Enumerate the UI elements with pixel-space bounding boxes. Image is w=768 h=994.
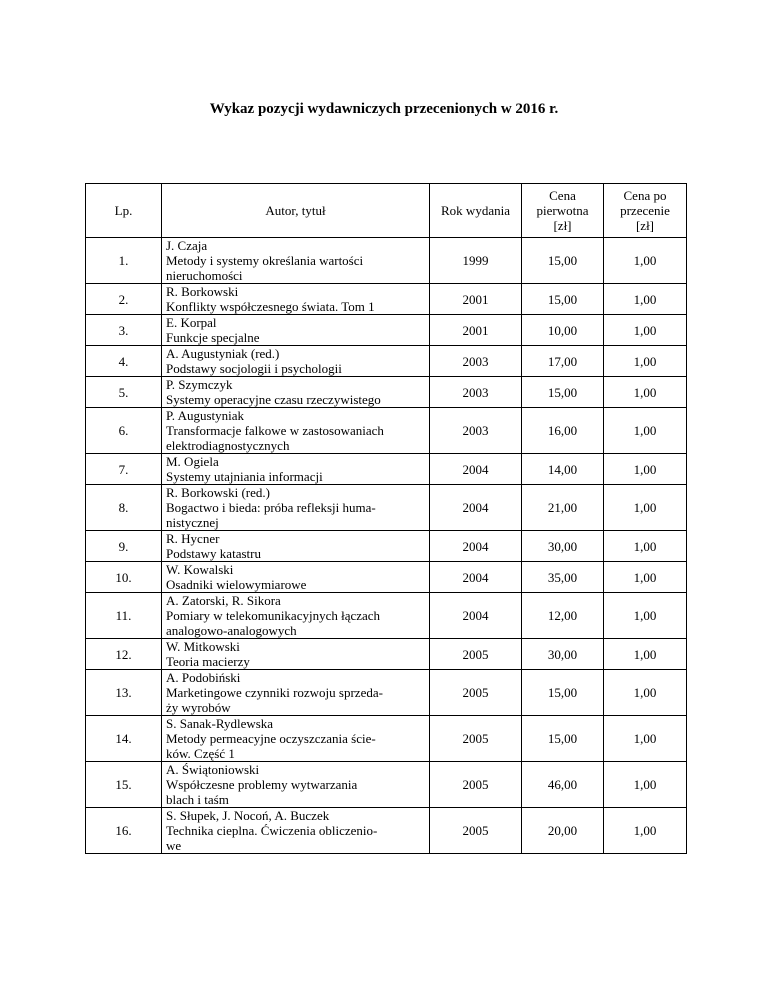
row-author: R. Borkowski (red.) xyxy=(166,485,270,500)
row-price-new: 1,00 xyxy=(604,562,687,593)
table-header-row xyxy=(86,184,687,238)
row-title-line: Funkcje specjalne xyxy=(166,330,260,345)
header-price-original-line: Cena xyxy=(549,188,576,203)
row-author-title xyxy=(162,238,430,284)
table-row xyxy=(86,377,687,408)
row-price-original: 20,00 xyxy=(522,808,604,854)
row-year: 2003 xyxy=(430,377,522,408)
row-price-new: 1,00 xyxy=(604,762,687,808)
table-row xyxy=(86,454,687,485)
row-price-new: 1,00 xyxy=(604,485,687,531)
row-year: 2004 xyxy=(430,562,522,593)
table-row xyxy=(86,670,687,716)
row-year: 2004 xyxy=(430,531,522,562)
row-price-original: 14,00 xyxy=(522,454,604,485)
row-author: A. Zatorski, R. Sikora xyxy=(166,593,281,608)
row-lp: 11. xyxy=(86,593,162,639)
row-title-line: Teoria macierzy xyxy=(166,654,250,669)
row-price-new: 1,00 xyxy=(604,670,687,716)
row-lp: 4. xyxy=(86,346,162,377)
table-row xyxy=(86,238,687,284)
row-price-original: 46,00 xyxy=(522,762,604,808)
table-row xyxy=(86,284,687,315)
row-author-title xyxy=(162,562,430,593)
row-title-line: we xyxy=(166,838,182,853)
row-title-line: elektrodiagnostycznych xyxy=(166,438,290,453)
row-author: A. Augustyniak (red.) xyxy=(166,346,280,361)
header-price-original-line: pierwotna xyxy=(536,203,589,218)
row-year: 2001 xyxy=(430,284,522,315)
row-year: 2003 xyxy=(430,408,522,454)
row-price-new: 1,00 xyxy=(604,531,687,562)
row-author: P. Szymczyk xyxy=(166,377,233,392)
row-title-line: Osadniki wielowymiarowe xyxy=(166,577,307,592)
header-price-new-line: [zł] xyxy=(635,218,655,233)
table-row xyxy=(86,315,687,346)
row-price-original: 15,00 xyxy=(522,284,604,315)
row-author: J. Czaja xyxy=(166,238,208,253)
row-title-line: nistycznej xyxy=(166,515,219,530)
row-author-title xyxy=(162,408,430,454)
row-author-title xyxy=(162,808,430,854)
row-author-title xyxy=(162,485,430,531)
table-row xyxy=(86,562,687,593)
row-year: 2005 xyxy=(430,762,522,808)
row-price-new: 1,00 xyxy=(604,808,687,854)
row-price-original: 21,00 xyxy=(522,485,604,531)
header-price-new-line: przecenie xyxy=(620,203,670,218)
price-table xyxy=(85,183,687,854)
table-row xyxy=(86,639,687,670)
header-year: Rok wydania xyxy=(430,184,522,238)
row-title-line: Marketingowe czynniki rozwoju sprzeda- xyxy=(166,685,383,700)
row-lp: 13. xyxy=(86,670,162,716)
row-title-line: analogowo-analogowych xyxy=(166,623,297,638)
row-price-original: 15,00 xyxy=(522,238,604,284)
row-title-line: nieruchomości xyxy=(166,268,243,283)
row-price-original: 15,00 xyxy=(522,716,604,762)
row-author-title xyxy=(162,315,430,346)
row-title-line: blach i taśm xyxy=(166,792,229,807)
row-author: A. Podobiński xyxy=(166,670,241,685)
table-row xyxy=(86,808,687,854)
row-year: 2005 xyxy=(430,639,522,670)
row-price-new: 1,00 xyxy=(604,315,687,346)
header-price-new-line: Cena po xyxy=(623,188,667,203)
header-lp: Lp. xyxy=(86,184,162,238)
row-title-line: ży wyrobów xyxy=(166,700,231,715)
row-price-original: 17,00 xyxy=(522,346,604,377)
row-year: 2005 xyxy=(430,670,522,716)
row-price-new: 1,00 xyxy=(604,377,687,408)
row-lp: 1. xyxy=(86,238,162,284)
row-author: A. Świątoniowski xyxy=(166,762,260,777)
row-author-title xyxy=(162,593,430,639)
row-year: 2001 xyxy=(430,315,522,346)
row-author-title xyxy=(162,454,430,485)
table-row xyxy=(86,408,687,454)
header-author-title: Autor, tytuł xyxy=(162,184,430,238)
header-price-original xyxy=(522,184,604,238)
row-title-line: ków. Część 1 xyxy=(166,746,235,761)
row-lp: 9. xyxy=(86,531,162,562)
row-title-line: Systemy operacyjne czasu rzeczywistego xyxy=(166,392,381,407)
row-year: 2004 xyxy=(430,593,522,639)
row-price-new: 1,00 xyxy=(604,408,687,454)
row-price-original: 30,00 xyxy=(522,639,604,670)
row-title-line: Konflikty współczesnego świata. Tom 1 xyxy=(166,299,375,314)
row-year: 2003 xyxy=(430,346,522,377)
row-price-original: 30,00 xyxy=(522,531,604,562)
row-price-new: 1,00 xyxy=(604,716,687,762)
row-title-line: Technika cieplna. Ćwiczenia obliczenio- xyxy=(166,823,378,838)
row-author: P. Augustyniak xyxy=(166,408,245,423)
row-author: R. Hycner xyxy=(166,531,220,546)
row-lp: 8. xyxy=(86,485,162,531)
row-lp: 2. xyxy=(86,284,162,315)
row-author: W. Kowalski xyxy=(166,562,234,577)
row-author-title xyxy=(162,284,430,315)
row-price-new: 1,00 xyxy=(604,238,687,284)
row-lp: 12. xyxy=(86,639,162,670)
row-lp: 16. xyxy=(86,808,162,854)
table-row xyxy=(86,485,687,531)
row-price-new: 1,00 xyxy=(604,593,687,639)
row-title-line: Podstawy katastru xyxy=(166,546,261,561)
row-year: 2005 xyxy=(430,716,522,762)
row-author-title xyxy=(162,346,430,377)
row-lp: 15. xyxy=(86,762,162,808)
row-year: 2004 xyxy=(430,454,522,485)
row-lp: 6. xyxy=(86,408,162,454)
row-price-original: 16,00 xyxy=(522,408,604,454)
row-author-title xyxy=(162,639,430,670)
row-price-original: 35,00 xyxy=(522,562,604,593)
row-lp: 10. xyxy=(86,562,162,593)
row-lp: 5. xyxy=(86,377,162,408)
row-price-original: 15,00 xyxy=(522,670,604,716)
row-author-title xyxy=(162,377,430,408)
row-price-new: 1,00 xyxy=(604,454,687,485)
row-lp: 14. xyxy=(86,716,162,762)
row-price-original: 12,00 xyxy=(522,593,604,639)
row-price-new: 1,00 xyxy=(604,346,687,377)
row-title-line: Metody i systemy określania wartości xyxy=(166,253,364,268)
row-year: 2005 xyxy=(430,808,522,854)
row-author-title xyxy=(162,762,430,808)
document-title: Wykaz pozycji wydawniczych przecenionych w 2016 r. xyxy=(209,101,559,117)
row-lp: 3. xyxy=(86,315,162,346)
row-price-new: 1,00 xyxy=(604,639,687,670)
table-row xyxy=(86,762,687,808)
row-title-line: Metody permeacyjne oczyszczania ście- xyxy=(166,731,376,746)
row-title-line: Pomiary w telekomunikacyjnych łączach xyxy=(166,608,381,623)
table-row xyxy=(86,346,687,377)
row-author-title xyxy=(162,531,430,562)
row-author-title xyxy=(162,670,430,716)
row-price-new: 1,00 xyxy=(604,284,687,315)
table-row xyxy=(86,593,687,639)
row-lp: 7. xyxy=(86,454,162,485)
header-price-original-line: [zł] xyxy=(553,218,572,233)
row-title-line: Transformacje falkowe w zastosowaniach xyxy=(166,423,384,438)
row-author: W. Mitkowski xyxy=(166,639,240,654)
row-author-title xyxy=(162,716,430,762)
row-title-line: Współczesne problemy wytwarzania xyxy=(166,777,358,792)
row-year: 1999 xyxy=(430,238,522,284)
header-price-new xyxy=(604,184,687,238)
row-author: R. Borkowski xyxy=(166,284,239,299)
table-row xyxy=(86,531,687,562)
row-author: M. Ogiela xyxy=(166,454,219,469)
row-title-line: Systemy utajniania informacji xyxy=(166,469,323,484)
table-row xyxy=(86,716,687,762)
row-year: 2004 xyxy=(430,485,522,531)
row-author: S. Sanak-Rydlewska xyxy=(166,716,274,731)
row-price-original: 15,00 xyxy=(522,377,604,408)
row-title-line: Podstawy socjologii i psychologii xyxy=(166,361,342,376)
row-title-line: Bogactwo i bieda: próba refleksji huma- xyxy=(166,500,376,515)
row-author: E. Korpal xyxy=(166,315,217,330)
row-author: S. Słupek, J. Nocoń, A. Buczek xyxy=(166,808,330,823)
row-price-original: 10,00 xyxy=(522,315,604,346)
